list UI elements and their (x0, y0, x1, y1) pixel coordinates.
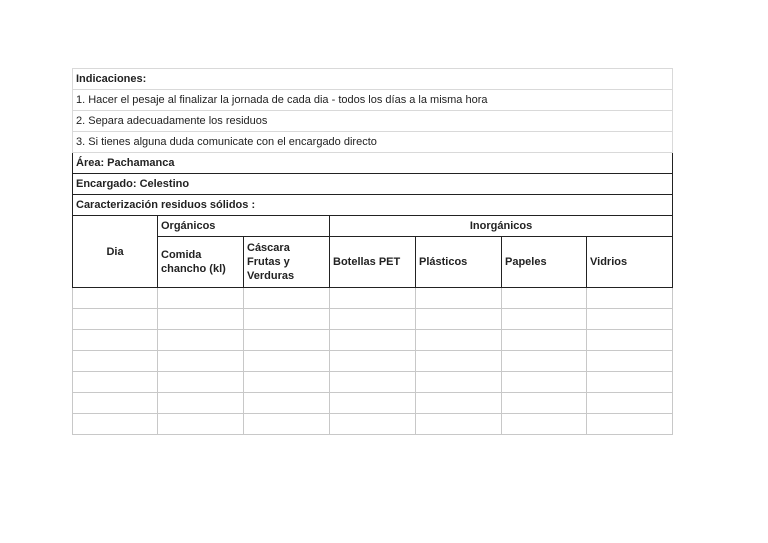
table-row (73, 393, 673, 414)
empty-cell[interactable] (502, 309, 587, 330)
data-rows (73, 288, 673, 435)
empty-cell[interactable] (587, 372, 673, 393)
empty-cell[interactable] (330, 330, 416, 351)
empty-cell[interactable] (73, 351, 158, 372)
table-row (73, 309, 673, 330)
empty-cell[interactable] (587, 393, 673, 414)
characterization-label: Caracterización residuos sólidos : (73, 195, 673, 216)
empty-cell[interactable] (158, 288, 244, 309)
empty-cell[interactable] (73, 393, 158, 414)
empty-cell[interactable] (587, 309, 673, 330)
empty-cell[interactable] (502, 330, 587, 351)
inorganic-header: Inorgánicos (330, 216, 673, 237)
empty-cell[interactable] (416, 330, 502, 351)
empty-cell[interactable] (244, 309, 330, 330)
empty-cell[interactable] (244, 351, 330, 372)
empty-cell[interactable] (158, 309, 244, 330)
col-comida-chancho: Comida chancho (kl) (158, 237, 244, 288)
empty-cell[interactable] (73, 309, 158, 330)
empty-cell[interactable] (244, 414, 330, 435)
empty-cell[interactable] (73, 288, 158, 309)
empty-cell[interactable] (587, 414, 673, 435)
empty-cell[interactable] (502, 288, 587, 309)
manager-label: Encargado: Celestino (73, 174, 673, 195)
empty-cell[interactable] (330, 288, 416, 309)
empty-cell[interactable] (587, 288, 673, 309)
instructions-title: Indicaciones: (73, 69, 673, 90)
day-header: Dia (73, 216, 158, 288)
organic-header: Orgánicos (158, 216, 330, 237)
waste-characterization-sheet (72, 68, 673, 435)
empty-cell[interactable] (416, 288, 502, 309)
empty-cell[interactable] (73, 330, 158, 351)
empty-cell[interactable] (502, 414, 587, 435)
col-plasticos: Plásticos (416, 237, 502, 288)
empty-cell[interactable] (330, 393, 416, 414)
col-cascara-frutas: Cáscara Frutas y Verduras (244, 237, 330, 288)
empty-cell[interactable] (73, 372, 158, 393)
empty-cell[interactable] (502, 393, 587, 414)
empty-cell[interactable] (330, 414, 416, 435)
empty-cell[interactable] (244, 372, 330, 393)
empty-cell[interactable] (330, 372, 416, 393)
empty-cell[interactable] (587, 351, 673, 372)
table-row (73, 330, 673, 351)
col-papeles: Papeles (502, 237, 587, 288)
empty-cell[interactable] (416, 309, 502, 330)
empty-cell[interactable] (416, 372, 502, 393)
empty-cell[interactable] (158, 414, 244, 435)
instruction-item-1: 1. Hacer el pesaje al finalizar la jornada de cada dia - todos los días a la misma hora (73, 90, 673, 111)
empty-cell[interactable] (244, 330, 330, 351)
table-row (73, 288, 673, 309)
empty-cell[interactable] (244, 288, 330, 309)
empty-cell[interactable] (158, 372, 244, 393)
area-label: Área: Pachamanca (73, 153, 673, 174)
empty-cell[interactable] (158, 330, 244, 351)
empty-cell[interactable] (244, 393, 330, 414)
instruction-item-2: 2. Separa adecuadamente los residuos (73, 111, 673, 132)
empty-cell[interactable] (158, 393, 244, 414)
table-row (73, 372, 673, 393)
empty-cell[interactable] (73, 414, 158, 435)
col-vidrios: Vidrios (587, 237, 673, 288)
empty-cell[interactable] (158, 351, 244, 372)
empty-cell[interactable] (330, 309, 416, 330)
empty-cell[interactable] (330, 351, 416, 372)
empty-cell[interactable] (502, 372, 587, 393)
empty-cell[interactable] (502, 351, 587, 372)
empty-cell[interactable] (416, 414, 502, 435)
empty-cell[interactable] (587, 330, 673, 351)
empty-cell[interactable] (416, 351, 502, 372)
instruction-item-3: 3. Si tienes alguna duda comunicate con el encargado directo (73, 132, 673, 153)
col-botellas-pet: Botellas PET (330, 237, 416, 288)
empty-cell[interactable] (416, 393, 502, 414)
table-row (73, 414, 673, 435)
table-row (73, 351, 673, 372)
